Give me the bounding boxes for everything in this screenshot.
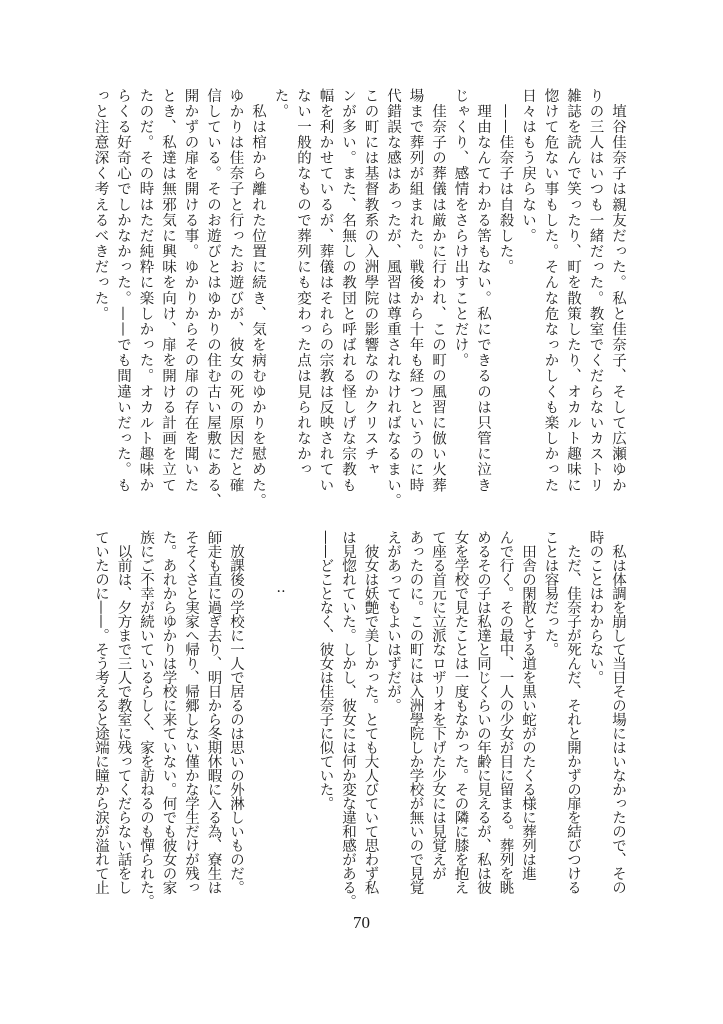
- text-column: 族にご不幸が続いているらしく、家を訪ねるのも憚られた。: [138, 530, 154, 908]
- text-column: ——佳奈子は自殺した。: [497, 88, 514, 275]
- bottom-text-block-after-break: [90, 530, 248, 908]
- text-column: 佳奈子の葬儀は厳かに行われ、この町の風習に倣い火葬: [430, 88, 446, 494]
- text-column: っと注意深く考えるべきだった。: [92, 88, 109, 322]
- text-column: 私は棺から離れた位置に続き、気を病むゆかりを慰めた。: [250, 88, 266, 509]
- bottom-text-block-before-break: [314, 530, 629, 908]
- text-column: 場まで葬列が組まれた。戦後から十年も経つというのに時: [407, 88, 424, 494]
- text-column: この町には基督教系の入洲學院の影響なのかクリスチャ: [362, 88, 379, 478]
- text-column: 彼女は妖艶で美しかった。とても大人びていて思わず私: [362, 530, 379, 894]
- section-break-mark: ‥: [276, 580, 286, 596]
- text-column: じゃくり、感情をさらけ出すことだけ。: [452, 88, 469, 369]
- text-column: 惚けて危ない事もした。そんな危なっかしくも楽しかった: [542, 88, 559, 494]
- text-column: らくる好奇心でしかなかった。——でも間違いだった。も: [115, 88, 131, 494]
- text-column: 師走も直に過ぎ去り、明日から冬期休暇に入る為、寮生は: [205, 530, 222, 894]
- text-column: 日々はもう戻らない。: [520, 88, 536, 244]
- text-column: 代錯誤な感はあったが、風習は尊重されなければなるまい。: [385, 88, 401, 509]
- text-column: 放課後の学校に一人で居るのは思いの外淋しいものだ。: [228, 530, 244, 894]
- text-column: 女を学校で見たことは一度もなかった。その隣に膝を抱え: [452, 530, 469, 894]
- text-column: 幅を利かせているが、葬儀はそれらの宗教は反映されてい: [317, 88, 334, 494]
- text-column: 田舎の閑散とする道を黒い蛇がのたくる様に葬列は進: [520, 530, 536, 880]
- page-number: 70: [353, 913, 370, 932]
- text-column: りの三人はいつも一緒だった。教室でくだらないカストリ: [587, 88, 604, 494]
- text-column: んで行く。その最中、一人の少女が目に留まる。葬列を眺: [497, 530, 514, 894]
- text-column: 信している。そのお遊びとはゆかりの住む古い屋敷にある、: [205, 88, 221, 509]
- text-column: 埴谷佳奈子は親友だった。私と佳奈子、そして広瀬ゆか: [610, 88, 626, 494]
- text-column: あったのに。この町には入洲學院しか学校が無いので見覚: [407, 530, 424, 894]
- text-column: 以前は、夕方まで三人で教室に残ってくだらない話をし: [115, 530, 132, 894]
- text-column: ただ、佳奈子が死んだ、それと開かずの扉を結びつける: [565, 530, 581, 894]
- text-column: ゆかりは佳奈子と行ったお遊びが、彼女の死の原因だと確: [227, 88, 244, 494]
- text-column: は見惚れていた。しかし、彼女には何か変な違和感がある。: [340, 530, 356, 908]
- text-column: ——どことなく、彼女は佳奈子に似ていた。: [317, 530, 334, 810]
- text-column: えがあってもよいはずだが。: [385, 530, 401, 712]
- text-column: とき、私達は無邪気に興味を向け、扉を開ける計画を立て: [160, 88, 176, 494]
- text-column: ンが多い。また、名無しの教団と呼ばれる怪しげな宗教も: [340, 88, 356, 494]
- text-column: ない一般的なもので葬列にも変わった点は見られなかっ: [295, 88, 311, 478]
- text-column: ことは容易だった。: [542, 530, 559, 656]
- text-column: 雑誌を読んで笑ったり、町を散策したり、オカルト趣味に: [565, 88, 581, 494]
- text-column: た。あれからゆかりは学校に来ていない。何でも彼女の家: [160, 530, 177, 894]
- text-column: そそくさと実家へ帰り、帰郷しない僅かな学生だけが残っ: [183, 530, 199, 894]
- text-column: て座る首元に立派なロザリオを下げた少女には見覚えが: [430, 530, 446, 880]
- text-column: 理由なんてわかる筈もない。私にできるのは只管に泣き: [475, 88, 491, 494]
- text-column: 時のことはわからない。: [587, 530, 604, 684]
- text-column: めるその子は私達と同じくらいの年齢に見えるが、私は彼: [475, 530, 491, 894]
- text-column: 開かずの扉を開ける事。ゆかりからその扉の存在を聞いた: [182, 88, 199, 494]
- text-column: ていたのに——。そう考えると途端に瞳から涙が溢れて止: [93, 530, 109, 894]
- text-column: 私は体調を崩して当日その場にはいなかったので、その: [610, 530, 626, 894]
- text-column: た。: [272, 88, 289, 120]
- top-text-block: [89, 88, 629, 509]
- text-column: たのだ。その時はただ純粋に楽しかった。オカルト趣味か: [137, 88, 154, 494]
